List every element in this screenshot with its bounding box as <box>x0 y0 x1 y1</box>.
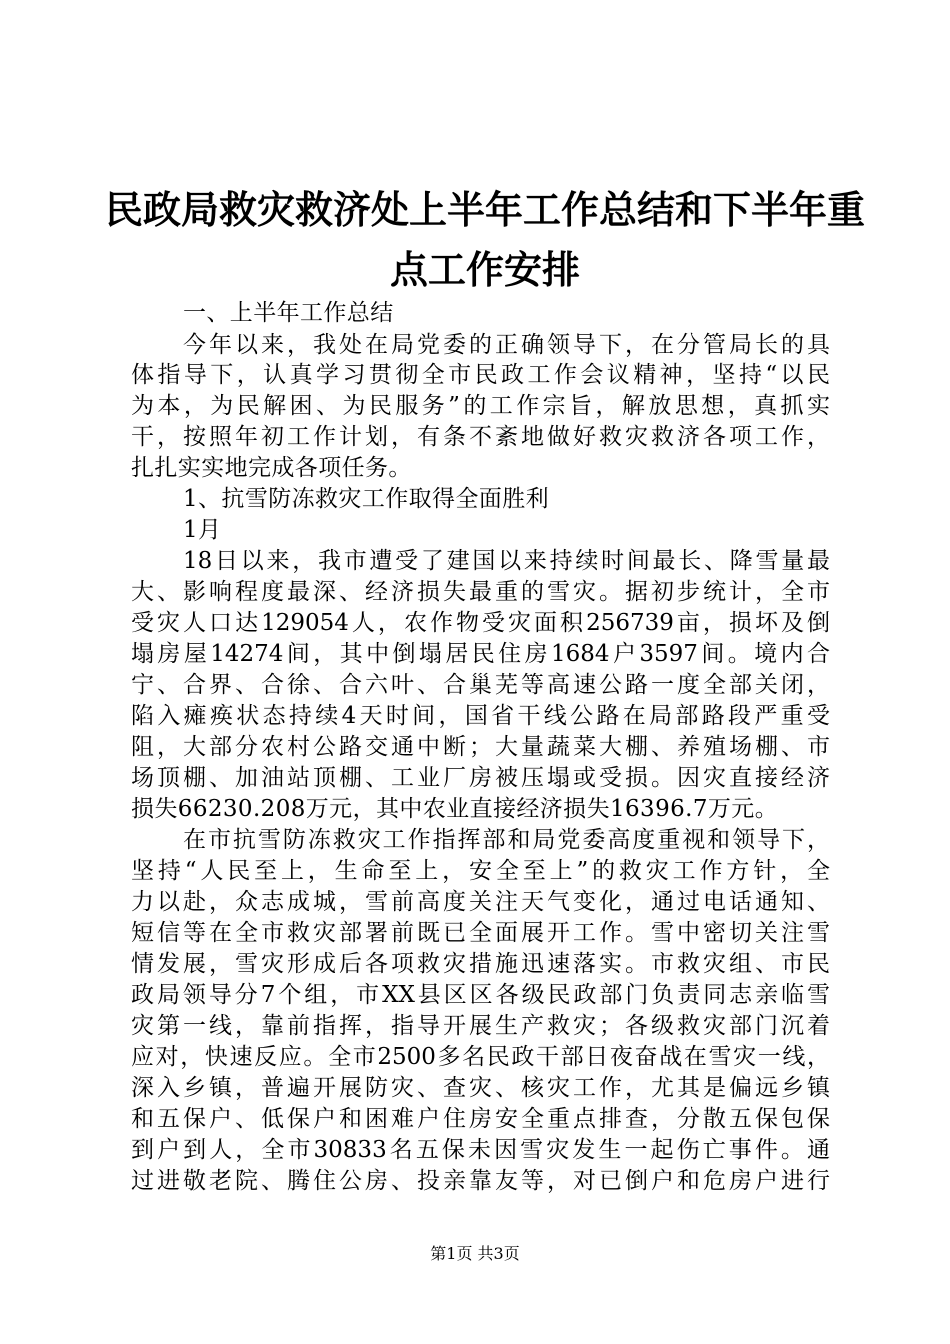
body-line: 1月 <box>183 517 222 543</box>
body-line: 力以赴，众志成城，雪前高度关注天气变化，通过电话通知、 <box>131 889 830 915</box>
body-line: 坚持“人民至上，生命至上，安全至上”的救灾工作方针，全 <box>131 858 830 884</box>
body-line: 情发展，雪灾形成后各项救灾措施迅速落实。市救灾组、市民 <box>131 951 830 977</box>
body-line: 短信等在全市救灾部署前既已全面展开工作。雪中密切关注雪 <box>131 920 830 946</box>
body-line: 在市抗雪防冻救灾工作指挥部和局党委高度重视和领导下， <box>183 827 830 853</box>
body-line: 灾第一线，靠前指挥，指导开展生产救灾；各级救灾部门沉着 <box>131 1013 830 1039</box>
page-number-footer: 第1页 共3页 <box>430 1244 520 1263</box>
body-line: 受灾人口达129054人，农作物受灾面积256739亩，损坏及倒 <box>131 610 830 636</box>
body-line: 宁、合界、合徐、合六叶、合巢芜等高速公路一度全部关闭， <box>131 672 830 698</box>
body-line: 过进敬老院、腾住公房、投亲靠友等，对已倒户和危房户进行 <box>131 1168 830 1194</box>
body-line: 18日以来，我市遭受了建国以来持续时间最长、降雪量最 <box>183 548 830 574</box>
body-line: 陷入瘫痪状态持续4天时间，国省干线公路在局部路段严重受 <box>131 703 830 729</box>
body-line: 塌房屋14274间，其中倒塌居民住房1684户3597间。境内合 <box>131 641 830 667</box>
body-line: 体指导下，认真学习贯彻全市民政工作会议精神，坚持“以民 <box>131 362 830 388</box>
body-line: 深入乡镇，普遍开展防灾、查灾、核灾工作，尤其是偏远乡镇 <box>131 1075 830 1101</box>
body-line: 损失66230.208万元，其中农业直接经济损失16396.7万元。 <box>131 796 779 822</box>
body-line: 为本，为民解困、为民服务”的工作宗旨，解放思想，真抓实 <box>131 393 830 419</box>
body-line: 场顶棚、加油站顶棚、工业厂房被压塌或受损。因灾直接经济 <box>131 765 830 791</box>
body-line: 和五保户、低保户和困难户住房安全重点排查，分散五保包保 <box>131 1106 830 1132</box>
body-line: 扎扎实实地完成各项任务。 <box>131 455 412 481</box>
document-title-line-2: 点工作安排 <box>389 247 580 292</box>
section-heading: 一、上半年工作总结 <box>183 300 394 326</box>
document-title-line-1: 民政局救灾救济处上半年工作总结和下半年重 <box>104 187 865 232</box>
body-line: 应对，快速反应。全市2500多名民政干部日夜奋战在雪灾一线， <box>131 1044 830 1070</box>
subsection-heading: 1、抗雪防冻救灾工作取得全面胜利 <box>183 486 550 512</box>
body-line: 大、影响程度最深、经济损失最重的雪灾。据初步统计，全市 <box>131 579 830 605</box>
body-line: 政局领导分7个组，市XX县区区各级民政部门负责同志亲临雪 <box>131 982 830 1008</box>
body-line: 干，按照年初工作计划，有条不紊地做好救灾救济各项工作， <box>131 424 830 450</box>
body-line: 阻，大部分农村公路交通中断；大量蔬菜大棚、养殖场棚、市 <box>131 734 830 760</box>
body-line: 到户到人，全市30833名五保未因雪灾发生一起伤亡事件。通 <box>131 1137 830 1163</box>
body-line: 今年以来，我处在局党委的正确领导下，在分管局长的具 <box>183 332 830 358</box>
